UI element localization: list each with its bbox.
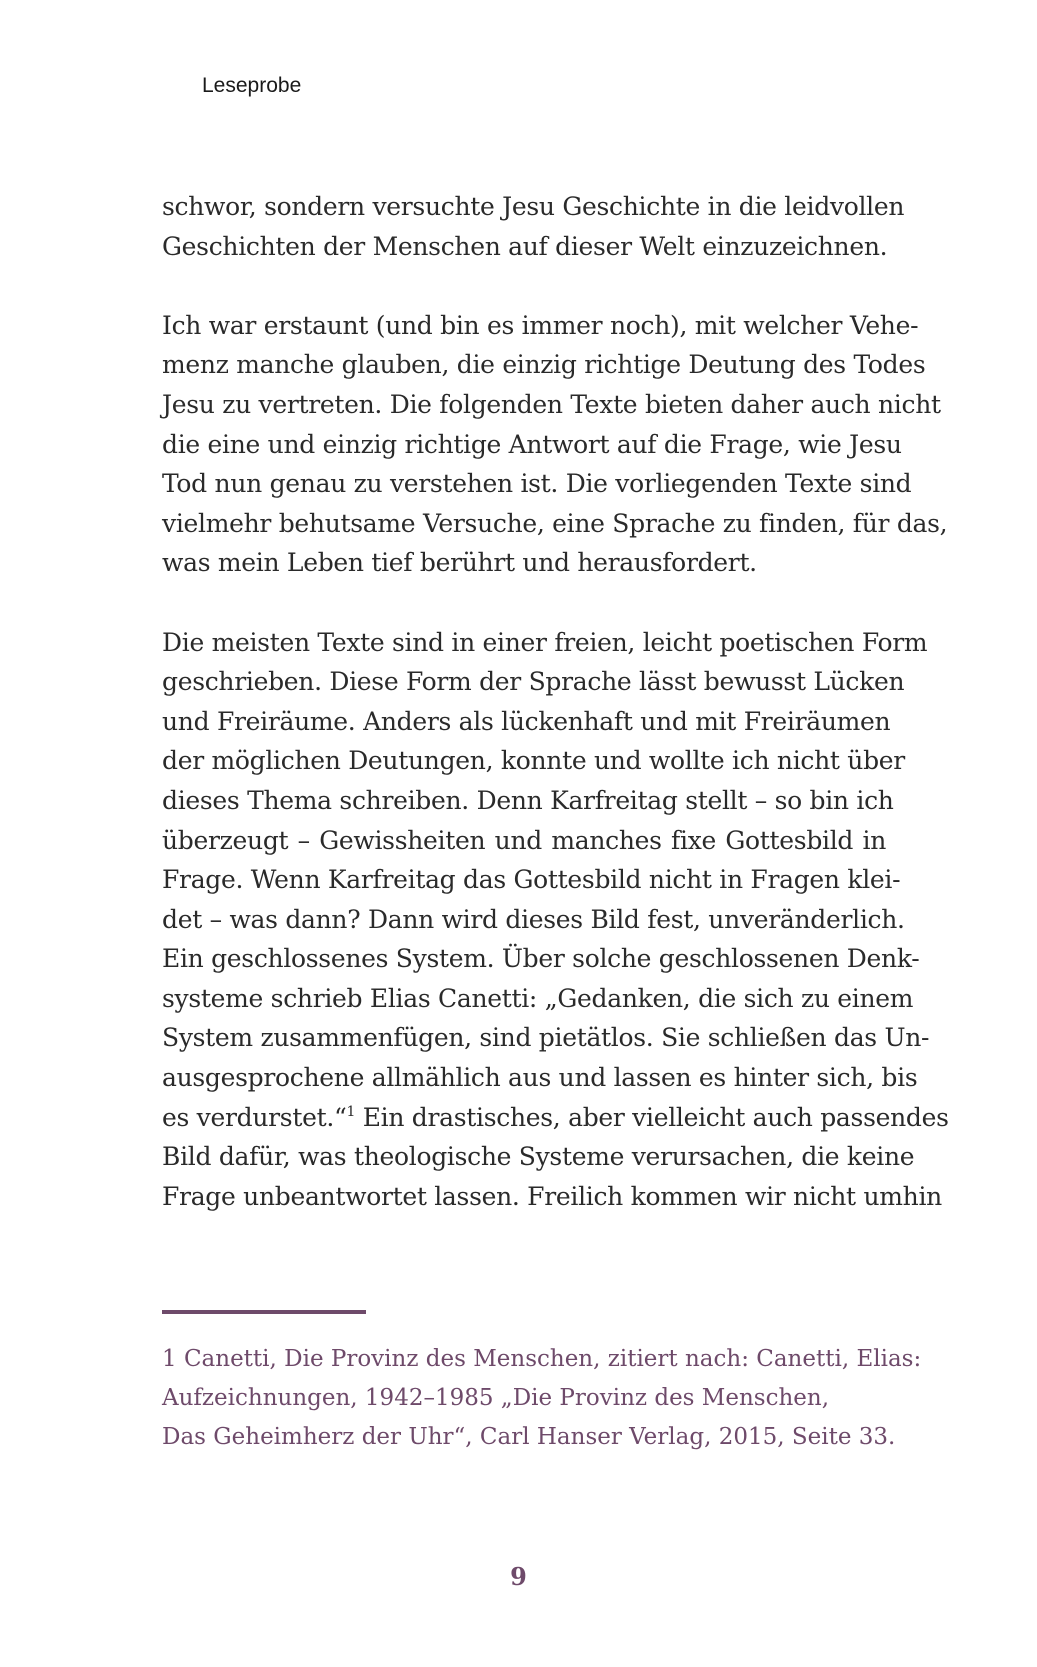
page-number: 9 (510, 1562, 527, 1591)
paragraph-gap (162, 266, 886, 306)
text-line: vielmehr behutsame Versuche, eine Sprache zu finden, für das, (162, 508, 948, 538)
text-line: und Freiräume. Anders als lückenhaft und mit Freiräumen (162, 706, 891, 736)
text-line: Jesu zu vertreten. Die folgenden Texte bieten daher auch nicht (162, 389, 941, 419)
text-line: der möglichen Deutungen, konnte und wollte ich nicht über (162, 746, 905, 776)
text-line: die eine und einzig richtige Antwort auf die Frage, wie Jesu (162, 429, 902, 459)
footnote-line: Das Geheimherz der Uhr“, Carl Hanser Verlag, 2015, Seite 33. (162, 1424, 896, 1450)
text-line: was mein Leben tief berührt und herausfordert. (162, 548, 757, 578)
text-line: überzeugt – Gewissheiten und manches fixe Gottesbild in (162, 825, 886, 855)
text-line: det – was dann? Dann wird dieses Bild fest, unveränderlich. (162, 904, 905, 934)
text-line: System zusammenfügen, sind pietätlos. Sie schließen das Un- (162, 1023, 930, 1053)
footnote-reference-line (162, 1098, 949, 1138)
footnote-marker[interactable]: 1 (346, 1103, 356, 1120)
text-line: menz manche glauben, die einzig richtige Deutung des Todes (162, 350, 926, 380)
text-line: ausgesprochene allmählich aus und lassen es hinter sich, bis (162, 1063, 918, 1093)
text-line: Ich war erstaunt (und bin es immer noch), mit welcher Vehe- (162, 310, 919, 340)
text-line: Ein geschlossenes System. Über solche geschlossenen Denk- (162, 944, 920, 974)
text-line: Frage unbeantwortet lassen. Freilich kommen wir nicht umhin (162, 1181, 942, 1211)
text-line: Bild dafür, was theologische Systeme verursachen, die keine (162, 1142, 915, 1172)
text-line: Frage. Wenn Karfreitag das Gottesbild nicht in Fragen klei- (162, 865, 901, 895)
paragraph-gap (162, 583, 886, 623)
text-line: Die meisten Texte sind in einer freien, leicht poetischen Form (162, 627, 928, 657)
text-line: Tod nun genau zu verstehen ist. Die vorliegenden Texte sind (162, 469, 912, 499)
footnote (162, 1340, 922, 1457)
text-line: geschrieben. Diese Form der Sprache lässt bewusst Lücken (162, 667, 905, 697)
text-segment: Ein drastisches, aber vielleicht auch passendes (355, 1102, 949, 1132)
footnote-line: 1 Canetti, Die Provinz des Menschen, zitiert nach: Canetti, Elias: (162, 1346, 922, 1372)
footnote-line: Aufzeichnungen, 1942–1985 „Die Provinz des Menschen, (162, 1385, 829, 1411)
text-line: systeme schrieb Elias Canetti: „Gedanken, die sich zu einem (162, 983, 914, 1013)
running-header: Leseprobe (202, 74, 302, 97)
footnote-divider (162, 1310, 366, 1314)
text-line: dieses Thema schreiben. Denn Karfreitag stellt – so bin ich (162, 785, 894, 815)
text-segment: es verdurstet.“ (162, 1102, 347, 1132)
text-line: Geschichten der Menschen auf dieser Welt einzuzeichnen. (162, 231, 888, 261)
main-text (162, 187, 949, 1216)
text-line: schwor, sondern versuchte Jesu Geschichte in die leidvollen (162, 192, 905, 221)
